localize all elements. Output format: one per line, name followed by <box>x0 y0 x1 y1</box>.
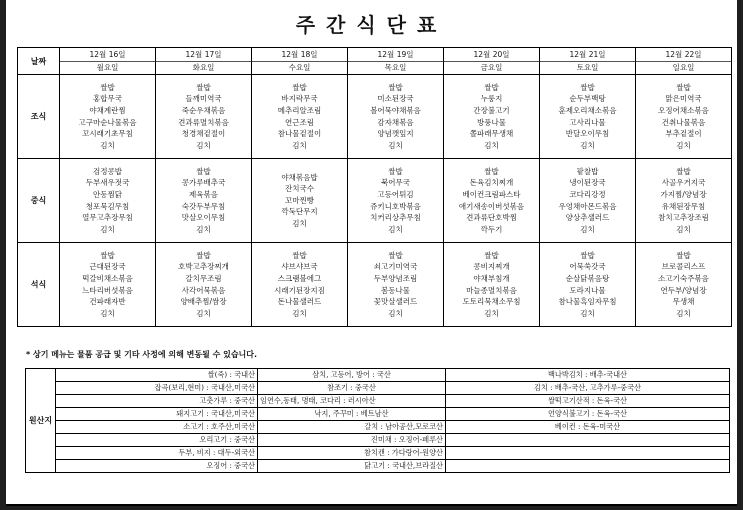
menu-item: 야채계란찜 <box>89 105 126 115</box>
page-title: 주간식단표 <box>295 13 448 37</box>
date-cell: 12월 17일 화요일 <box>156 48 252 75</box>
menu-item: 샤브샤브국 <box>281 262 318 272</box>
breakfast-row <box>18 75 732 159</box>
menu-item: 양배추찜/쌈장 <box>180 297 227 307</box>
menu-item: 우엉채아몬드볶음 <box>558 201 617 211</box>
origin-cell: 두부, 비지 : 대두-외국산 <box>56 447 258 460</box>
menu-item: 느타리버섯볶음 <box>82 285 133 295</box>
dinner-label: 석식 <box>18 243 60 327</box>
menu-item: 김치 <box>100 140 115 150</box>
menu-item: 김치 <box>580 140 595 150</box>
menu-item: 꼬마찐빵 <box>285 195 314 205</box>
origin-label: 원산지 <box>26 369 56 473</box>
origin-cell: 언양식불고기 : 돈육-국산 <box>446 408 730 421</box>
origin-row <box>26 460 730 473</box>
menu-item: 참나물겉절이 <box>277 129 322 139</box>
menu-item: 스크램블에그 <box>277 273 322 283</box>
menu-item: 유채된장무침 <box>661 201 706 211</box>
menu-item: 김치 <box>580 224 595 234</box>
menu-item: 도라지나물 <box>569 285 606 295</box>
lunch-cell <box>636 159 732 243</box>
origin-cell: 쌀떡고기산적 : 돈육-국산 <box>446 395 730 408</box>
menu-item: 견과류멸치볶음 <box>178 117 229 127</box>
origin-row <box>26 369 730 382</box>
menu-item: 간장불고기 <box>473 105 510 115</box>
menu-item: 순두부백탕 <box>569 94 606 104</box>
breakfast-cell <box>348 75 444 159</box>
lunch-row <box>18 159 732 243</box>
origin-row <box>26 408 730 421</box>
menu-item: 마늘종멸치볶음 <box>466 285 517 295</box>
menu-item: 근대된장국 <box>89 262 126 272</box>
menu-item: 김치 <box>484 140 499 150</box>
menu-item: 북어무국 <box>381 178 410 188</box>
menu-item: 야채부침개 <box>473 273 510 283</box>
origin-cell <box>446 447 730 460</box>
menu-item: 돈육김치찌개 <box>469 178 514 188</box>
menu-item: 잔치국수 <box>285 184 314 194</box>
breakfast-cell <box>540 75 636 159</box>
lunch-cell <box>60 159 156 243</box>
menu-item: 꼬시래기초무침 <box>82 129 133 139</box>
menu-item: 쌀밥 <box>388 166 403 176</box>
origin-cell: 돼지고기 : 국내산,미국산 <box>56 408 258 421</box>
menu-item: 두부양념조림 <box>373 273 418 283</box>
menu-item: 볼어묵야채볶음 <box>370 105 421 115</box>
origin-cell: 백나박김치 : 배추-국내산 <box>446 369 730 382</box>
menu-item: 메추리알조림 <box>277 105 322 115</box>
origin-row <box>26 434 730 447</box>
menu-item: 시래기된장지짐 <box>274 285 325 295</box>
menu-item: 건취나물볶음 <box>661 117 706 127</box>
menu-item: 쌀밥 <box>196 166 211 176</box>
menu-item: 쌀밥 <box>196 250 211 260</box>
origin-cell: 참치캔 : 가다랑어-원양산 <box>258 447 446 460</box>
menu-item: 소고기숙주볶음 <box>658 273 709 283</box>
menu-item: 쌀밥 <box>484 166 499 176</box>
dinner-cell <box>348 243 444 327</box>
origin-cell <box>446 460 730 473</box>
menu-item: 반달오이무침 <box>565 129 610 139</box>
menu-item: 무생채 <box>672 297 695 307</box>
menu-item: 김치 <box>676 224 691 234</box>
menu-item: 연근조림 <box>285 117 314 127</box>
menu-item: 미소된장국 <box>377 94 414 104</box>
breakfast-label: 조식 <box>18 75 60 159</box>
breakfast-cell <box>636 75 732 159</box>
menu-item: 김치 <box>484 308 499 318</box>
lunch-cell <box>540 159 636 243</box>
menu-item: 쌀밥 <box>100 82 115 92</box>
menu-item: 청포묵김무침 <box>85 201 130 211</box>
origin-cell <box>446 434 730 447</box>
origin-cell: 오리고기 : 중국산 <box>56 434 258 447</box>
menu-item: 죽순우채볶음 <box>181 105 226 115</box>
lunch-cell <box>348 159 444 243</box>
menu-item: 사골우거지국 <box>661 178 706 188</box>
menu-item: 김치 <box>580 308 595 318</box>
menu-item: 도토리묵채소무침 <box>462 297 521 307</box>
dinner-cell <box>60 243 156 327</box>
menu-item: 김치 <box>100 224 115 234</box>
menu-item: 떡갈비채소볶음 <box>82 273 133 283</box>
menu-item: 견과류단호박찜 <box>466 213 517 223</box>
origin-cell: 쌀(죽) : 국내산 <box>56 369 258 382</box>
menu-item: 쌀밥 <box>292 250 307 260</box>
menu-item: 쌀밥 <box>484 250 499 260</box>
menu-item: 쌀밥 <box>676 166 691 176</box>
menu-item: 안동찜닭 <box>93 189 122 199</box>
origin-cell: 베이컨 : 돈육-미국산 <box>446 421 730 434</box>
date-cell: 12월 21일 토요일 <box>540 48 636 75</box>
menu-item: 순살닭볶음탕 <box>565 273 610 283</box>
menu-item: 베이컨크림파스타 <box>462 189 521 199</box>
menu-item: 애기새송이버섯볶음 <box>458 201 525 211</box>
menu-item: 감자채볶음 <box>377 117 414 127</box>
menu-item: 맛살오이무침 <box>181 213 226 223</box>
date-label: 날짜 <box>18 48 60 75</box>
menu-item: 쌀밥 <box>580 82 595 92</box>
menu-item: 돈나물샐러드 <box>277 297 322 307</box>
breakfast-cell <box>252 75 348 159</box>
menu-item: 쌀밥 <box>388 250 403 260</box>
origin-cell: 오징어 : 중국산 <box>56 460 258 473</box>
origin-cell: 참조기 : 중국산 <box>258 382 446 395</box>
menu-item: 냉이된장국 <box>569 178 606 188</box>
menu-item: 쌀밥 <box>388 82 403 92</box>
breakfast-cell <box>156 75 252 159</box>
menu-item: 방풍나물 <box>477 117 506 127</box>
menu-item: 호박고추장찌개 <box>178 262 229 272</box>
date-cell: 12월 20일 금요일 <box>444 48 540 75</box>
origin-row <box>26 421 730 434</box>
menu-item: 콩가루배추국 <box>181 178 226 188</box>
origin-cell: 닭고기 : 국내산,브라질산 <box>258 460 446 473</box>
origin-cell: 낙지, 주꾸미 : 베트남산 <box>258 408 446 421</box>
date-cell: 12월 19일 목요일 <box>348 48 444 75</box>
origin-cell: 갈치 : 남아공산,모로코산 <box>258 421 446 434</box>
origin-cell: 잡곡(보리,현미) : 국내산,미국산 <box>56 382 258 395</box>
origin-row <box>26 447 730 460</box>
menu-item: 누룽지 <box>480 94 503 104</box>
menu-item: 팥찰밥 <box>576 166 599 176</box>
menu-item: 청경채겉절이 <box>181 129 226 139</box>
menu-item: 고구마순나물볶음 <box>78 117 137 127</box>
menu-item: 어묵쑥갓국 <box>569 262 606 272</box>
menu-item: 깍둑단무지 <box>281 207 318 217</box>
origin-table <box>25 368 730 473</box>
menu-item: 갈치무조림 <box>185 273 222 283</box>
menu-item: 쥬키니호박볶음 <box>370 201 421 211</box>
dinner-cell <box>444 243 540 327</box>
menu-item: 쌀밥 <box>580 250 595 260</box>
menu-item: 사각어묵볶음 <box>181 285 226 295</box>
menu-item: 쌀밥 <box>484 82 499 92</box>
weekly-menu-table <box>17 47 732 327</box>
dinner-cell <box>156 243 252 327</box>
menu-item: 김치 <box>388 140 403 150</box>
menu-item: 쌀밥 <box>676 250 691 260</box>
menu-item: 열무고추장무침 <box>82 213 133 223</box>
origin-cell: 진미채 : 오징어-페루산 <box>258 434 446 447</box>
origin-cell: 김치 : 배추-국산, 고추가루-중국산 <box>446 382 730 395</box>
menu-item: 브로콜리스프 <box>661 262 706 272</box>
menu-item: 홍합무국 <box>93 94 122 104</box>
menu-item: 쇠고기미역국 <box>373 262 418 272</box>
menu-item: 고등어튀김 <box>377 189 414 199</box>
menu-item: 봄동나물 <box>381 285 410 295</box>
menu-item: 치커리상추무침 <box>370 213 421 223</box>
menu-item: 훈제오리채소볶음 <box>558 105 617 115</box>
menu-item: 김치 <box>676 140 691 150</box>
menu-item: 양념깻잎지 <box>377 129 414 139</box>
menu-item: 검정콩밥 <box>93 166 122 176</box>
menu-item: 가지찜/양념장 <box>660 189 707 199</box>
origin-cell: 소고기 : 호주산,미국산 <box>56 421 258 434</box>
menu-item: 쌀밥 <box>292 82 307 92</box>
origin-cell: 삼치, 고등어, 방어 : 국산 <box>258 369 446 382</box>
menu-item: 맑은미역국 <box>665 94 702 104</box>
breakfast-cell <box>444 75 540 159</box>
origin-row <box>26 395 730 408</box>
menu-item: 김치 <box>388 308 403 318</box>
menu-item: 참나물흑임자무침 <box>558 297 617 307</box>
dinner-row <box>18 243 732 327</box>
lunch-cell <box>252 159 348 243</box>
date-row <box>18 48 732 75</box>
menu-item: 코다리강정 <box>569 189 606 199</box>
menu-item: 콩비지찌개 <box>473 262 510 272</box>
dinner-cell <box>636 243 732 327</box>
date-cell: 12월 18일 수요일 <box>252 48 348 75</box>
menu-item: 건파래자반 <box>89 297 126 307</box>
menu-item: 고사리나물 <box>569 117 606 127</box>
lunch-label: 중식 <box>18 159 60 243</box>
breakfast-cell <box>60 75 156 159</box>
menu-item: 김치 <box>196 308 211 318</box>
dinner-cell <box>540 243 636 327</box>
menu-item: 바지락무국 <box>281 94 318 104</box>
lunch-cell <box>156 159 252 243</box>
lunch-cell <box>444 159 540 243</box>
menu-item: 김치 <box>388 224 403 234</box>
menu-item: 연두부/양념장 <box>660 285 707 295</box>
menu-item: 깍두기 <box>480 224 503 234</box>
menu-item: 김치 <box>292 140 307 150</box>
menu-item: 쌀밥 <box>196 82 211 92</box>
date-cell: 12월 16일 월요일 <box>60 48 156 75</box>
dinner-cell <box>252 243 348 327</box>
menu-item: 김치 <box>292 218 307 228</box>
origin-row <box>26 382 730 395</box>
menu-item: 두부새우젓국 <box>85 178 130 188</box>
menu-item: 쌀밥 <box>100 250 115 260</box>
menu-sheet <box>6 0 737 506</box>
menu-item: 김치 <box>676 308 691 318</box>
menu-item: 김치 <box>196 140 211 150</box>
menu-item: 오징어채소볶음 <box>658 105 709 115</box>
date-cell: 12월 22일 일요일 <box>636 48 732 75</box>
menu-item: 김치 <box>292 308 307 318</box>
menu-item: 야채볶음밥 <box>281 172 318 182</box>
menu-item: 쌀밥 <box>676 82 691 92</box>
menu-item: 쫄파래무생채 <box>469 129 514 139</box>
menu-item: 부추겉절이 <box>665 129 702 139</box>
menu-item: 꽃맛살샐러드 <box>373 297 418 307</box>
menu-item: 들깨미역국 <box>185 94 222 104</box>
notice-text: * 상기 메뉴는 물품 공급 및 기타 사정에 의해 변동될 수 있습니다. <box>26 350 258 359</box>
origin-cell: 임연수,동태, 명태, 코다리 : 러시아산 <box>258 395 446 408</box>
menu-item: 제육볶음 <box>189 189 218 199</box>
origin-cell: 고춧가루 : 중국산 <box>56 395 258 408</box>
menu-item: 양상추샐러드 <box>565 213 610 223</box>
menu-item: 김치 <box>100 308 115 318</box>
menu-item: 숙갓두부무침 <box>181 201 226 211</box>
menu-item: 참치고추장조림 <box>658 213 709 223</box>
menu-item: 김치 <box>196 224 211 234</box>
